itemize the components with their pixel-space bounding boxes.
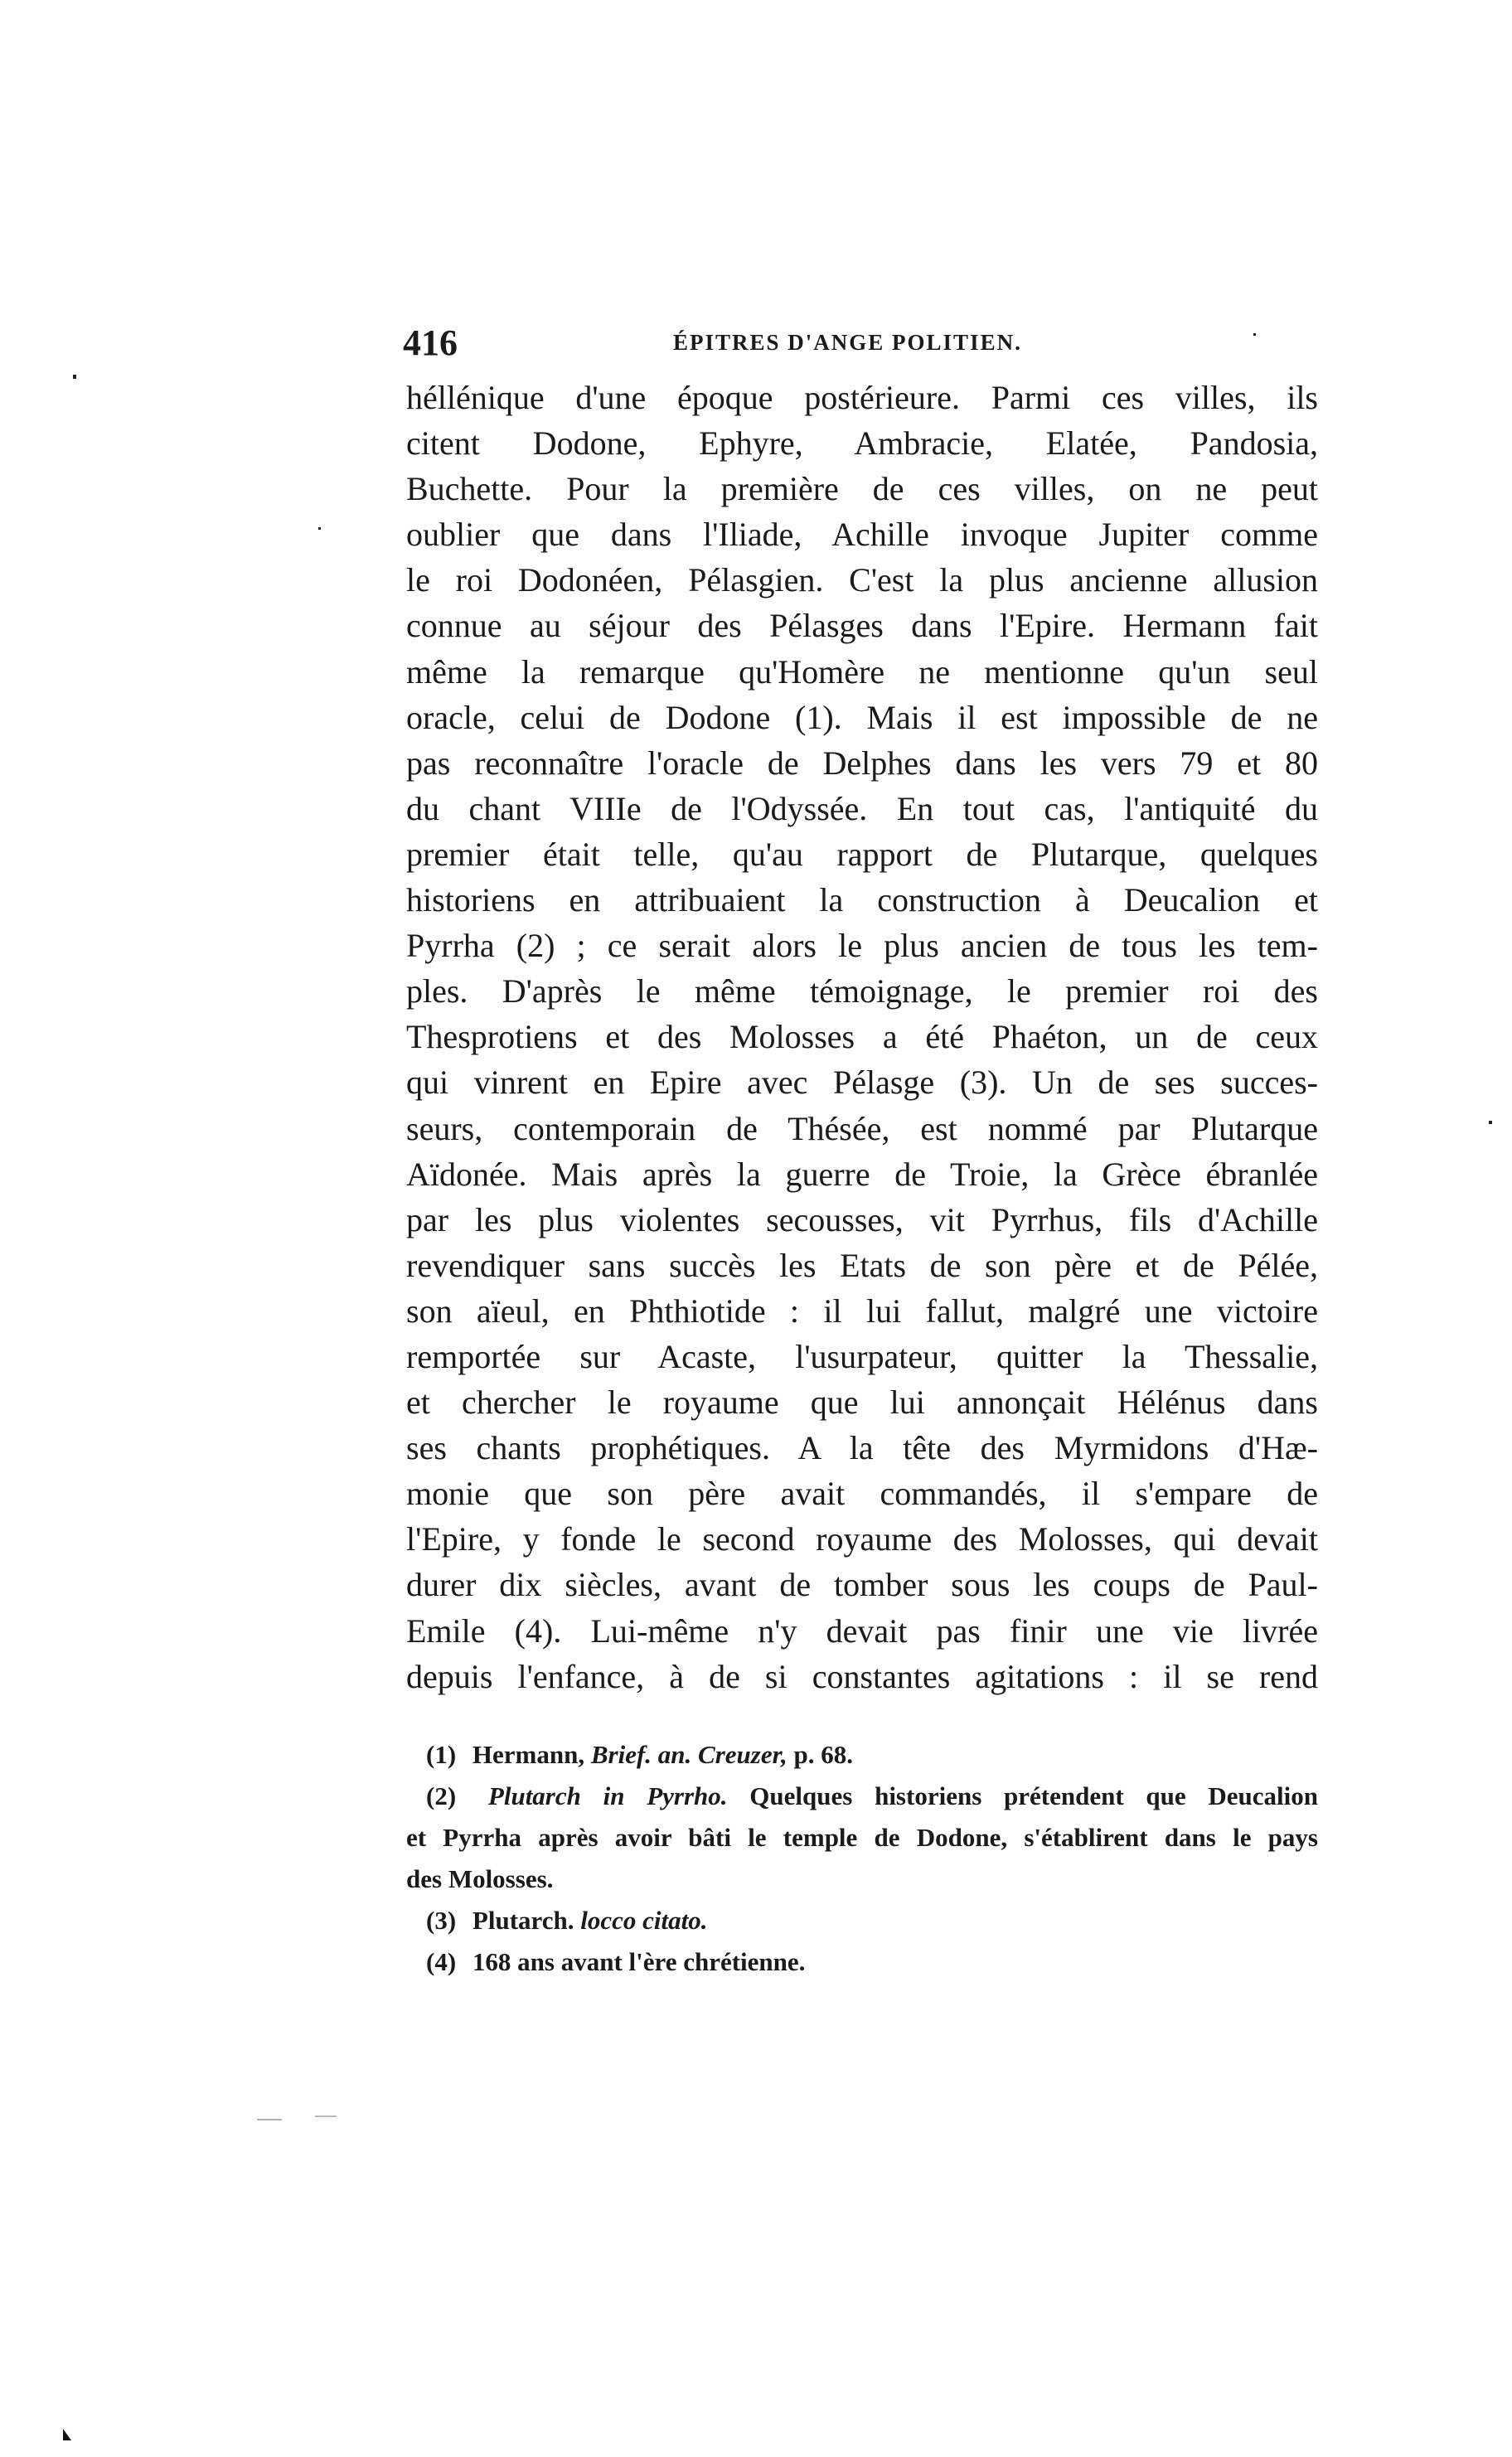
footnote-title: Plutarch in Pyrrho.: [487, 1781, 728, 1810]
footnote-marker: (2): [426, 1781, 457, 1810]
text-line: le roi Dodonéen, Pélasgien. C'est la plus ancienne allusion: [406, 561, 1318, 599]
page-number: 416: [403, 322, 458, 363]
text-line: oublier que dans l'Iliade, Achille invoque Jupiter comme: [406, 516, 1318, 554]
footnote-text: 168 ans avant l'ère chrétienne.: [472, 1947, 806, 1976]
text-line: par les plus violentes secousses, vit Pyrrhus, fils d'Achille: [406, 1200, 1318, 1238]
footnote-marker: (3): [426, 1906, 457, 1935]
text-line: historiens en attribuaient la construction à Deucalion et: [406, 881, 1318, 919]
footnote-title: locco citato.: [580, 1906, 708, 1935]
footnotes: [406, 1734, 1318, 1983]
text-line: même la remarque qu'Homère ne mentionne qu'un seul: [406, 652, 1318, 691]
scan-corner-mark: [63, 2429, 71, 2440]
text-line: Pyrrha (2) ; ce serait alors le plus ancien de tous les tem-: [406, 927, 1318, 965]
page-header: [403, 322, 1320, 371]
footnote-text: Quelques historiens prétendent que Deucalion: [749, 1781, 1318, 1810]
footnote-1: [426, 1734, 1318, 1776]
footnote-author: Plutarch.: [472, 1906, 574, 1935]
text-line: Emile (4). Lui-même n'y devait pas finir une vie livrée: [406, 1611, 1318, 1650]
footnote-marker: (4): [426, 1947, 457, 1976]
text-line: du chant VIIIe de l'Odyssée. En tout cas, l'antiquité du: [406, 789, 1318, 827]
text-line: et chercher le royaume que lui annonçait Hélénus dans: [406, 1384, 1318, 1422]
scan-speck: [1489, 1121, 1492, 1124]
text-line: oracle, celui de Dodone (1). Mais il est impossible de ne: [406, 698, 1318, 736]
text-line: ples. D'après le même témoignage, le premier roi des: [406, 972, 1318, 1010]
scan-speck: [73, 375, 76, 379]
text-line: héllénique d'une époque postérieure. Parmi ces villes, ils: [406, 379, 1318, 416]
footnote-2-continued: et Pyrrha après avoir bâti le temple de Dodone, s'établirent dans le pays: [406, 1823, 1318, 1852]
scan-speck: [1253, 333, 1256, 336]
text-line: remportée sur Acaste, l'usurpateur, quitter la Thessalie,: [406, 1337, 1318, 1375]
scan-speck: [315, 2115, 337, 2117]
text-line: Thesprotiens et des Molosses a été Phaéton, un de ceux: [406, 1018, 1318, 1056]
footnote-text: p. 68.: [793, 1740, 853, 1769]
footnote-4: [426, 1941, 1318, 1983]
footnote-3: [426, 1900, 1318, 1941]
main-text: [406, 375, 1318, 1699]
text-line: Buchette. Pour la première de ces villes, on ne peut: [406, 470, 1318, 508]
footnote-marker: (1): [426, 1740, 457, 1769]
text-line: citent Dodone, Ephyre, Ambracie, Elatée, Pandosia,: [406, 424, 1318, 463]
text-line: depuis l'enfance, à de si constantes agitations : il se rend: [406, 1657, 1318, 1695]
text-line: qui vinrent en Epire avec Pélasge (3). Un de ses succes-: [406, 1064, 1318, 1102]
text-line: pas reconnaître l'oracle de Delphes dans les vers 79 et 80: [406, 744, 1318, 782]
scan-speck: [257, 2119, 282, 2120]
footnote-title: Brief. an. Creuzer,: [590, 1740, 788, 1769]
text-line: premier était telle, qu'au rapport de Plutarque, quelques: [406, 835, 1318, 873]
text-line: durer dix siècles, avant de tomber sous les coups de Paul-: [406, 1566, 1318, 1604]
text-line: seurs, contemporain de Thésée, est nommé par Plutarque: [406, 1109, 1318, 1147]
running-title: ÉPITRES D'ANGE POLITIEN.: [673, 330, 1022, 355]
footnote-2-continued: des Molosses.: [406, 1864, 554, 1893]
footnote-2: [426, 1776, 1318, 1817]
text-line: ses chants prophétiques. A la tête des Myrmidons d'Hæ-: [406, 1429, 1318, 1467]
text-line: monie que son père avait commandés, il s'empare de: [406, 1475, 1318, 1513]
text-line: son aïeul, en Phthiotide : il lui fallut, malgré une victoire: [406, 1292, 1318, 1330]
scan-speck: [318, 527, 321, 530]
text-line: l'Epire, y fonde le second royaume des Molosses, qui devait: [406, 1520, 1318, 1558]
footnote-author: Hermann,: [472, 1740, 585, 1769]
text-line: Aïdonée. Mais après la guerre de Troie, la Grèce ébranlée: [406, 1155, 1318, 1193]
text-line: revendiquer sans succès les Etats de son père et de Pélée,: [406, 1246, 1318, 1284]
text-line: connue au séjour des Pélasges dans l'Epire. Hermann fait: [406, 607, 1318, 645]
